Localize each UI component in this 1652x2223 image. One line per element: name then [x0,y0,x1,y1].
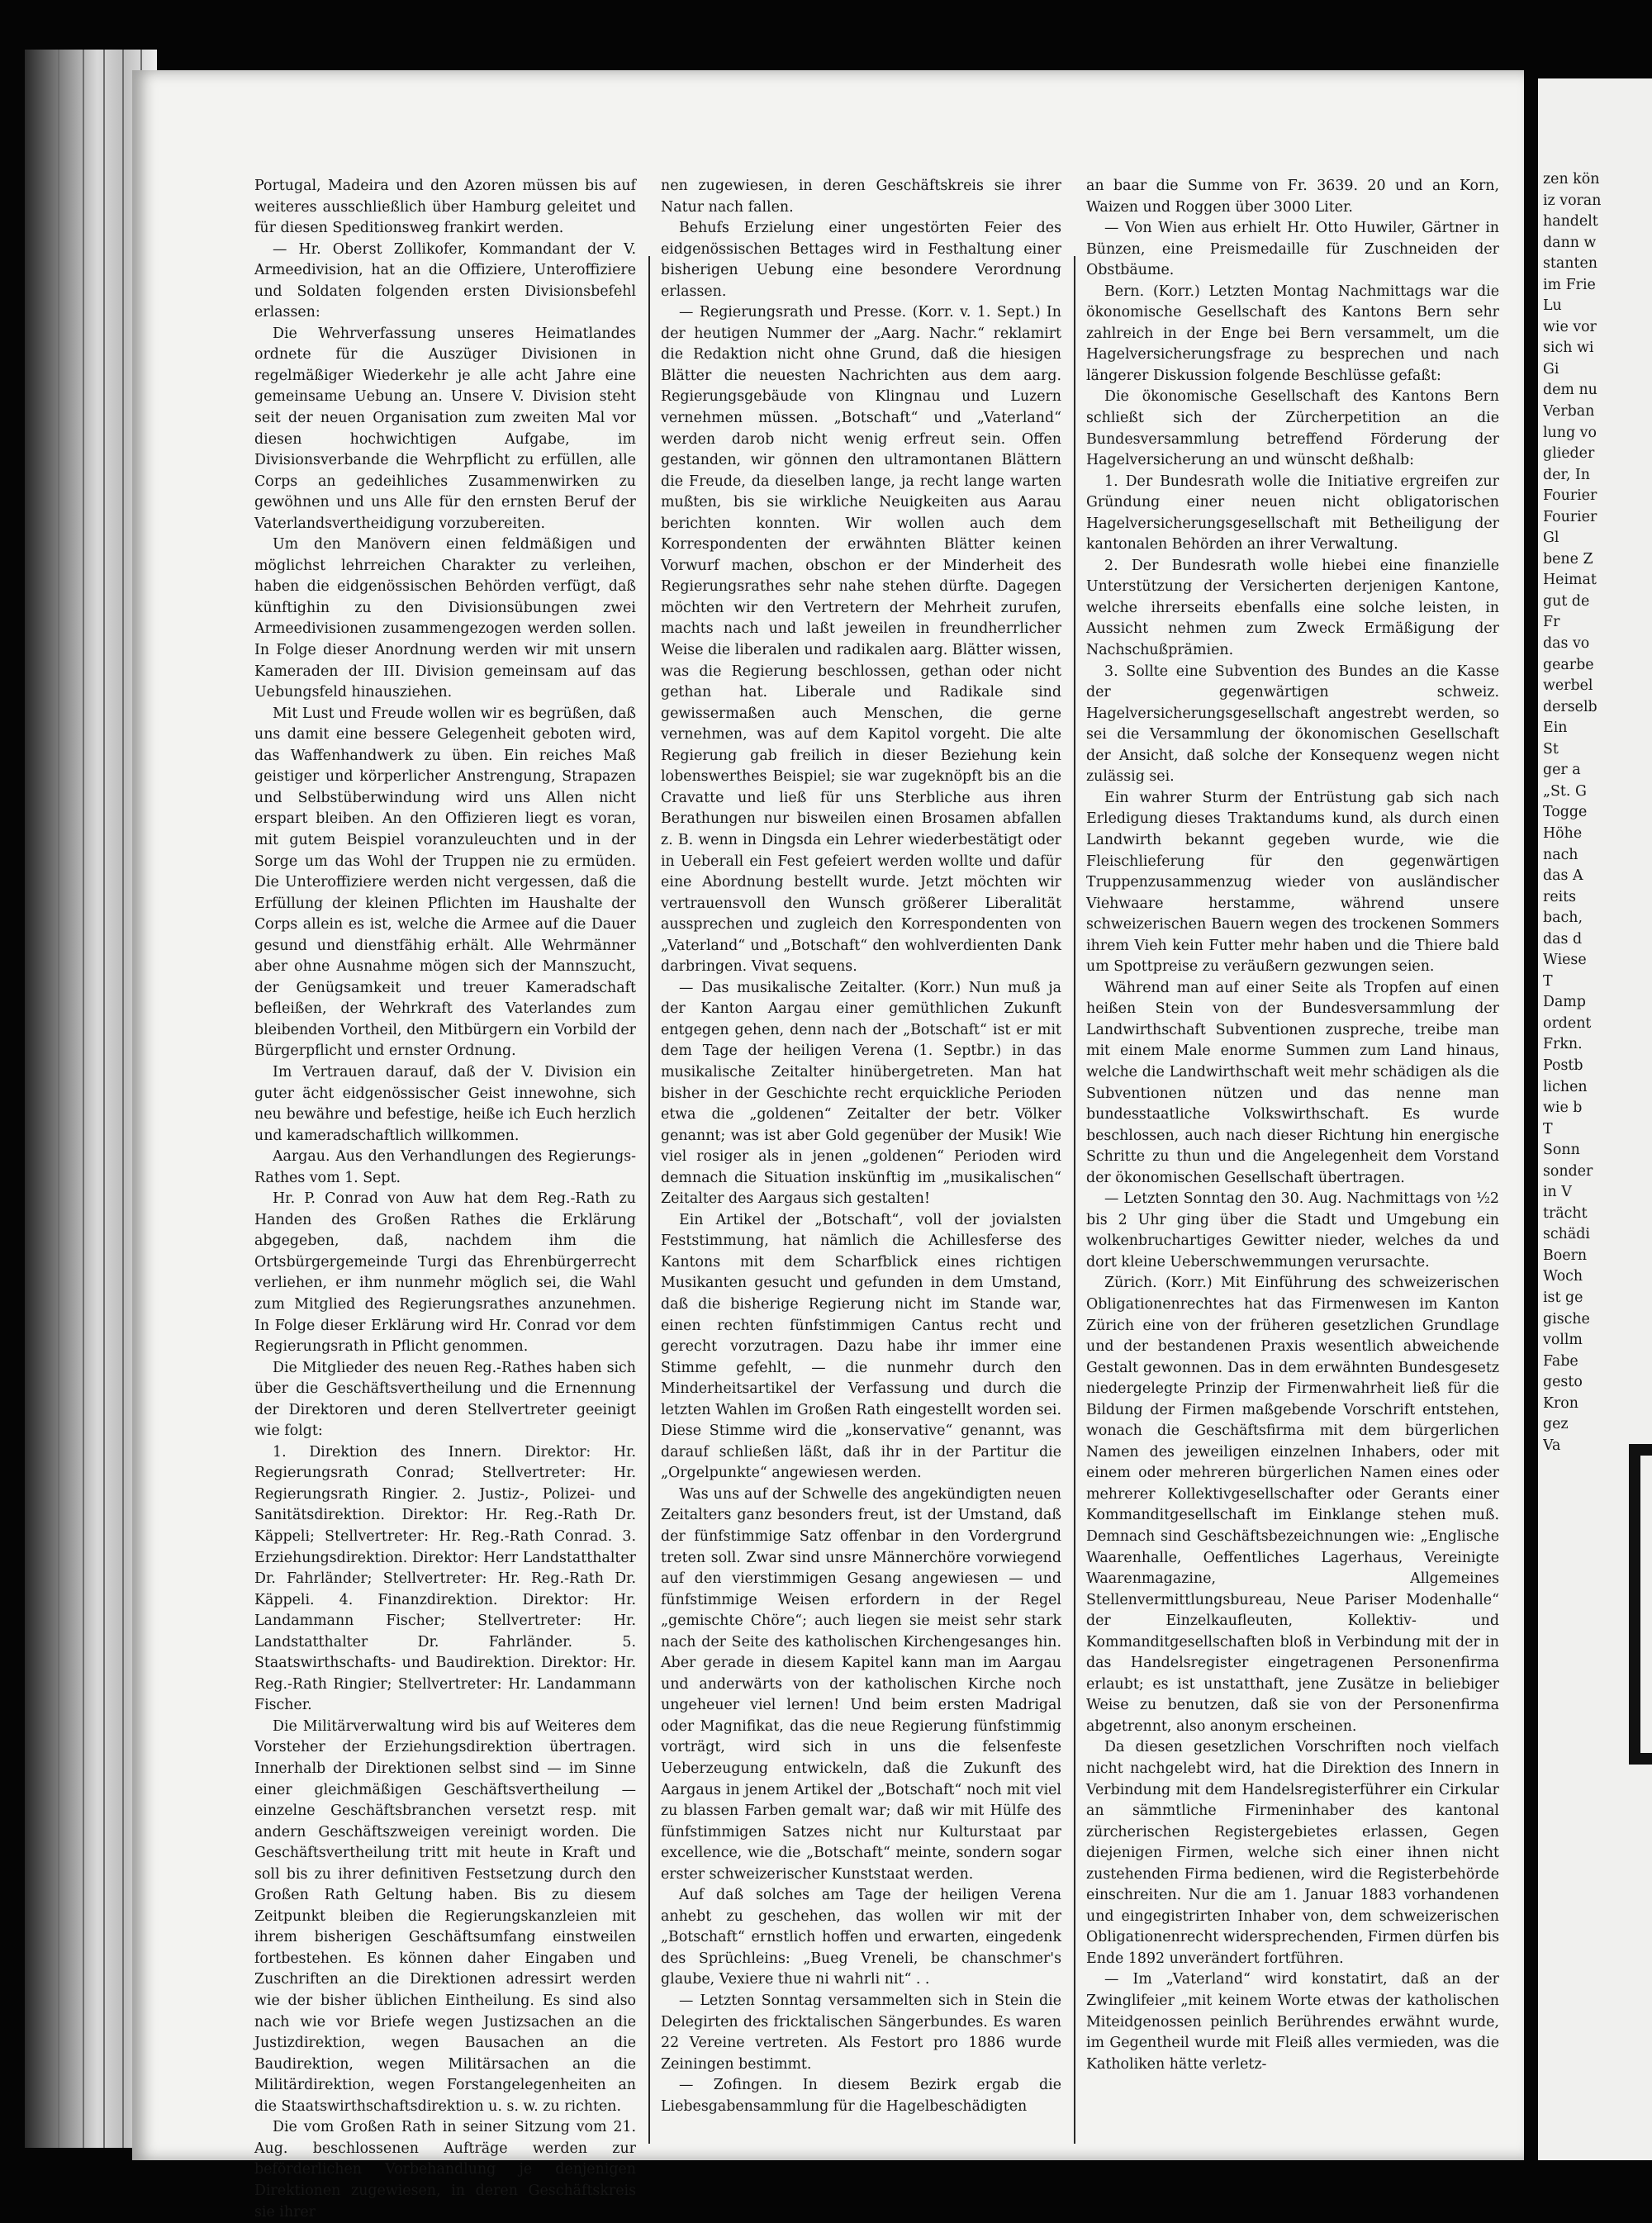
facing-page-line: ger a [1543,762,1581,779]
facing-page-line: Sonn [1543,1142,1580,1159]
facing-page-line: schädi [1543,1226,1590,1243]
facing-page-line: Woch [1543,1268,1583,1285]
facing-page-line: „St. G [1543,782,1587,800]
paragraph: 3. Sollte eine Subvention des Bundes an die Kasse der gegenwärtigen schweiz. Hagelversicherungsgesellschaft angestrebt werden, so sei die Versammlung der ökonomischen Gesellschaft der Ansicht, daß solche der Konsequenz wegen nicht zulässig sei. [1086,663,1499,786]
paragraph: Behufs Erzielung einer ungestörten Feier des eidgenössischen Bettages wird in Festhaltung einer bisherigen Uebung eine besondere Verordnung erlassen. [661,220,1061,300]
paragraph: Ein wahrer Sturm der Entrüstung gab sich nach Erledigung dieses Traktandums kund, als durch einen Landwirth bekannt gegeben wurde, wie die Fleischlieferung für den gegenwärtigen Truppenzusammenzug wieder von ausländischer Viehwaare herstamme, während unsere schweizerischen Bauern wegen des trockenen Sommers ihrem Vieh kein Futter mehr haben und die Thiere bald um Spottpreise zu veräußern gezwungen seien. [1086,789,1499,976]
facing-page-line: Kron [1543,1394,1578,1412]
facing-page-line: das vo [1543,635,1590,653]
facing-page-line: Lu [1543,297,1562,315]
paragraph: Um den Manövern einen feldmäßigen und möglichst lehrreichen Charakter zu verleihen, haben die eidgenössischen Behörden verfügt, daß künftighin zu den Divisionsübungen zwei Armeedivisionen zusammengezogen werden sollen. In Folge dieser Anordnung werden wir mit unsern Kameraden der III. Division gemeinsam auf das Uebungsfeld hinausziehen. [254,536,636,701]
facing-page-line: dem nu [1543,382,1597,399]
facing-page-line: in V [1543,1184,1572,1201]
facing-page-line: sich wi [1543,340,1594,357]
facing-page-line: iz voran [1543,192,1602,209]
paragraph: — Im „Vaterland“ wird konstatirt, daß an der Zwinglifeier „mit keinem Worte etwas der katholischen Miteidgenossen peinlich Berührendes erwähnt wurde, im Gegentheil wurde mit Fleiß alles vermieden, was die Katholiken hätte verletz- [1086,1971,1499,2073]
facing-page-strip [1538,78,1652,2160]
paragraph: Im Vertrauen darauf, daß der V. Division ein guter ächt eidgenössischer Geist innewohne, sich neu bewähre und befestige, heiße ich Euch herzlich und kameradschaftlich willkommen. [254,1063,636,1144]
facing-page-line: im Frie [1543,276,1596,293]
facing-page-line: T [1543,1120,1553,1138]
column-divider-2 [1074,256,1075,2144]
facing-page-line: Togge [1543,804,1588,821]
facing-page-line: gische [1543,1310,1590,1328]
column-3 [1086,176,1499,2075]
facing-page-line: Ein [1543,720,1568,737]
paragraph: Die vom Großen Rath in seiner Sitzung vom 21. Aug. beschlossenen Aufträge werden zur beförderlichen Vorbehandlung je denjenigen Direktionen zugewiesen, in deren Geschäftskreis sie ihrer [254,2119,636,2221]
facing-page-line: nach [1543,846,1578,863]
paragraph: Die Militärverwaltung wird bis auf Weiteres dem Vorsteher der Erziehungsdirektion übertragen. Innerhalb der Direktionen selbst sind — im Sinne einer gleichmäßigen Geschäftsvertheilung — einzelne Geschäftsbranchen versetzt resp. mit andern Geschäftszweigen vereinigt worden. Die Geschäftsvertheilung tritt mit heute in Kraft und soll bis zu ihrer definitiven Festsetzung durch den Großen Rath Geltung haben. Bis zu diesem Zeitpunkt bleiben die Regierungskanzleien mit ihrem bisherigen Geschäftsumfang einstweilen fortbestehen. Es können daher Eingaben und Zuschriften an die Direktionen adressirt werden wie der bisher üblichen Eintheilung. Es sind also nach wie vor Briefe wegen Justizsachen an die Justizdirektion, wegen Bausachen an die Baudirektion, wegen Militärsachen an die Militärdirektion, wegen Forstangelegenheiten an die Staatswirthschaftsdirektion u. s. w. zu richten. [254,1717,636,2115]
facing-page-line: bene Z [1543,550,1593,568]
facing-page-line: Wiese [1543,952,1587,969]
facing-page-line: ist ge [1543,1289,1583,1306]
facing-page-line: ordent [1543,1014,1592,1032]
paragraph: — Von Wien aus erhielt Hr. Otto Huwiler, Gärtner in Bünzen, eine Preismedaille für Zuschneiden der Obstbäume. [1086,220,1499,279]
facing-page-line: Fourier [1543,508,1597,525]
facing-page-line: trächt [1543,1204,1588,1222]
newspaper-page [132,70,1524,2221]
paragraph: Mit Lust und Freude wollen wir es begrüßen, daß uns damit eine bessere Gelegenheit geboten wird, das Waffenhandwerk zu üben. Ein reiches Maß geistiger und körperlicher Anstrengung, Strapazen und Selbstüberwindung wird uns Allen nicht erspart bleiben. An den Offizieren liegt es voran, mit gutem Beispiel voranzuleuchten und in der Sorge um das Wohl der Truppen nie zu ermüden. Die Unteroffiziere werden nicht vergessen, daß die Erfüllung der kleinen Pflichten im Haushalte der Corps allein es ist, welche die Armee auf die Dauer gesund und dienstfähig erhält. Alle Wehrmänner aber ohne Ausnahme mögen sich der Mannszucht, der Genügsamkeit und treuer Kameradschaft befleißen, der Wehrkraft des Vaterlandes zum bleibenden Vortheil, den Mitbürgern ein Vorbild der Bürgerpflicht und ernster Ordnung. [254,705,636,1060]
facing-page-line: Höhe [1543,824,1583,842]
facing-page-line: gez [1543,1416,1569,1433]
facing-page-line: Gi [1543,360,1559,378]
column-2 [661,176,1061,2117]
facing-page-line: glieder [1543,445,1595,463]
facing-page-line: Va [1543,1437,1561,1454]
facing-page-line: zen kön [1543,171,1600,188]
facing-page-line: Damp [1543,994,1586,1011]
column-1 [254,176,636,2223]
paragraph: Die ökonomische Gesellschaft des Kantons Bern schließt sich der Zürcherpetition an die Bundesversammlung betreffend Förderung der Hagelversicherung an und wünscht deßhalb: [1086,388,1499,469]
facing-page-line: stanten [1543,255,1597,273]
paragraph: — Letzten Sonntag versammelten sich in Stein die Delegirten des fricktalischen Sängerbundes. Es waren 22 Vereine vertreten. Als Festort pro 1886 wurde Zeiningen bestimmt. [661,1993,1061,2073]
facing-page-line: gearbe [1543,656,1594,673]
paragraph: Aargau. Aus den Verhandlungen des Regierungs-Rathes vom 1. Sept. [254,1148,636,1186]
paragraph: Portugal, Madeira und den Azoren müssen bis auf weiteres ausschließlich über Hamburg geleitet und für diesen Speditionsweg frankirt werden. [254,178,636,237]
facing-page-line: lung vo [1543,424,1597,441]
facing-page-line: St [1543,740,1559,758]
paragraph: — Regierungsrath und Presse. (Korr. v. 1. Sept.) In der heutigen Nummer der „Aarg. Nachr.“ reklamirt die Redaktion nicht ohne Grund, daß die hiesigen Blätter die neuesten Nachrichten aus dem aarg. Regierungsgebäude von Klingnau und Luzern vernehmen müssen. „Botschaft“ und „Vaterland“ werden darob nicht wenig erfreut sein. Offen gestanden, wir gönnen den ultramontanen Blättern die Freude, da dieselben lange, ja recht lange warten mußten, bis sie wirkliche Neuigkeiten aus Aarau berichten konnten. Wir wollen auch dem Korrespondenten der erwähnten Blätter keinen Vorwurf machen, obschon er der Minderheit des Regierungsrathes sehr nahe stehen dürfte. Dagegen möchten wir den Vertretern der Mehrheit zurufen, machts nach und laßt jeweilen in freundherrlicher Weise die liberalen und radikalen aarg. Blätter wissen, was die Regierung beschlossen, gethan oder nicht gethan hat. Liberale und Radikale sind gewissermaßen auch Menschen, die gerne vernehmen, was auf dem Kapitol vorgeht. Die alte Regierung gab freilich in dieser Beziehung kein lobenswerthes Beispiel; sie war zugeknöpft bis an die Cravatte und ließ für uns Sterbliche aus ihren Berathungen nur bisweilen einen Brosamen abfallen z. B. wenn in Dingsda ein Lehrer wiederbestätigt oder in Ueberall ein Fest gefeiert werden wollte und dafür eine Abordnung bestellt wurde. Jetzt möchten wir vertrauensvoll den Wunsch größerer Liberalität aussprechen und zugleich den Korrespondenten von „Vaterland“ und „Botschaft“ den wohlverdienten Dank darbringen. Vivat sequens. [661,304,1061,976]
paragraph: Die Wehrverfassung unseres Heimatlandes ordnete für die Auszüger Divisionen in regelmäßiger Wiederkehr je alle acht Jahre eine gemeinsame Uebung an. Unsere V. Division steht seit der neuen Organisation zum zweiten Mal vor diesen hochwichtigen Aufgabe, im Divisionsverbande die Wehrpflicht zu erfüllen, alle Corps an gedeihliches Zusammenwirken zu gewöhnen und uns Alle für den ernsten Beruf der Vaterlandsvertheidigung vorzubereiten. [254,325,636,532]
facing-page-line: T [1543,972,1553,990]
paragraph: Hr. P. Conrad von Auw hat dem Reg.-Rath zu Handen des Großen Rathes die Erklärung abgegeben, daß, nachdem ihm die Ortsbürgergemeinde Turgi das Ehrenbürgerrecht verliehen, er ihm nunmehr möglich sei, die Wahl zum Mitglied des Regierungsrathes anzunehmen. In Folge dieser Erklärung wird Hr. Conrad vor dem Regierungsrath in Pflicht genommen. [254,1190,636,1356]
facing-page-line: Verban [1543,403,1595,420]
paragraph: — Zofingen. In diesem Bezirk ergab die Liebesgabensammlung für die Hagelbeschädigten [661,2077,1061,2115]
paragraph: Was uns auf der Schwelle des angekündigten neuen Zeitalters ganz besonders freut, ist der Umstand, daß der fünfstimmige Satz offenbar in den Vordergrund treten soll. Zwar sind unsre Männerchöre vorwiegend auf den vierstimmigen Gesang angewiesen — und fünfstimmige Weisen erfordern in der Regel „gemischte Chöre“; auch liegen sie meist sehr stark nach der Seite des katholischen Kirchengesanges hin. Aber gerade in diesem Kapitel kann man im Aargau und anderwärts von der katholischen Kirche noch ungeheuer viel lernen! Und beim ersten Madrigal oder Magnifikat, das die neue Regierung fünfstimmig vorträgt, wird sich in uns die felsenfeste Ueberzeugung entwickeln, daß die Zukunft des Aargaus in jenem Artikel der „Botschaft“ noch mit viel zu blassen Farben gemalt war; daß wir mit Hülfe des fünfstimmigen Satzes nicht nur Kulturstaat par excellence, wie die „Botschaft“ meinte, sondern sogar erster schweizerischer Kunststaat werden. [661,1485,1061,1883]
paragraph: Auf daß solches am Tage der heiligen Verena anhebt zu geschehen, das wollen wir mit der „Botschaft“ ernstlich hoffen und erwarten, eingedenk des Sprüchleins: „Bueg Vreneli, be chanschmer's glaube, Vexiere thue ni wahrli nit“ . . [661,1887,1061,1988]
paragraph: an baar die Summe von Fr. 3639. 20 und an Korn, Waizen und Roggen über 3000 Liter. [1086,178,1499,216]
paragraph: Da diesen gesetzlichen Vorschriften noch vielfach nicht nachgelebt wird, hat die Direktion des Innern in Verbindung mit dem Handelsregisterführer ein Cirkular an sämmtliche Firmeninhaber des kantonal zürcherischen Registergebietes erlassen, Gegen diejenigen Firmen, welche sich einer ihnen nicht zustehenden Firma bedienen, wird die Registerbehörde einschreiten. Nur die am 1. Januar 1883 vorhandenen und eingegistrirten Inhaber von, dem schweizerischen Obligationenrecht widersprechenden, Firmen dürfen bis Ende 1892 unverändert fortführen. [1086,1739,1499,1967]
facing-page-line: vollm [1543,1332,1583,1349]
facing-page-line: Gl [1543,530,1559,547]
facing-page-line: Fourier [1543,487,1597,505]
facing-page-line: lichen [1543,1078,1588,1095]
paragraph: Während man auf einer Seite als Tropfen auf einen heißen Stein von der Bundesversammlung der Landwirthschaft Subventionen zuspreche, treibe man mit einem Male enorme Summen zum Land hinaus, welche die Landwirthschaft weit mehr schädigen als die Subventionen nützen und das nenne man bundesstaatliche Volkswirthschaft. Es wurde beschlossen, auch nach dieser Richtung hin energische Schritte zu thun und die Angelegenheit dem Vorstand der ökonomischen Gesellschaft übertragen. [1086,979,1499,1186]
facing-page-line: werbel [1543,677,1593,695]
facing-page-line: wie b [1543,1100,1583,1117]
facing-page-line: Boern [1543,1247,1588,1264]
paragraph: 2. Der Bundesrath wolle hiebei eine finanzielle Unterstützung der Versicherten derjenigen Kantone, welche ihrerseits ebenfalls eine solche leisten, in Aussicht nehmen zum Zweck Ermäßigung der Nachschußprämien. [1086,557,1499,659]
facing-page-line: Postb [1543,1057,1583,1074]
paragraph: — Hr. Oberst Zollikofer, Kommandant der V. Armeedivision, hat an die Offiziere, Unteroffiziere und Soldaten folgenden ersten Divisionsbefehl erlassen: [254,240,636,321]
facing-page-line: reits [1543,888,1577,905]
facing-page-line: Heimat [1543,572,1597,589]
facing-page-line: wie vor [1543,318,1597,335]
facing-page-text [1543,169,1652,1456]
paragraph: Die Mitglieder des neuen Reg.-Rathes haben sich über die Geschäftsvertheilung und die Ernennung der Direktoren und deren Stellvertreter geeinigt wie folgt: [254,1359,636,1440]
facing-page-line: bach, [1543,910,1583,927]
facing-page-line: gut de [1543,592,1590,610]
facing-page-line: der, In [1543,466,1590,483]
facing-page-line: das d [1543,930,1583,948]
facing-page-ad-border [1629,1444,1652,1765]
facing-page-line: das A [1543,867,1583,885]
facing-page-line: sonder [1543,1162,1593,1180]
facing-page-line: derselb [1543,698,1597,715]
paragraph: Bern. (Korr.) Letzten Montag Nachmittags war die ökonomische Gesellschaft des Kantons Bern sehr zahlreich in der Enge bei Bern versammelt, um die Hagelversicherungsfrage zu besprechen und nach längerer Diskussion folgende Beschlüsse gefaßt: [1086,283,1499,384]
facing-page-line: Frkn. [1543,1036,1583,1053]
paragraph: 1. Direktion des Innern. Direktor: Hr. Regierungsrath Conrad; Stellvertreter: Hr. Regierungsrath Ringier. 2. Justiz-, Polizei- und Sanitätsdirektion. Direktor: Hr. Reg.-Rath Dr. Käppeli; Stellvertreter: Hr. Reg.-Rath Conrad. 3. Erziehungsdirektion. Direktor: Herr Landstatthalter Dr. Fahrländer; Stellvertreter: Hr. Reg.-Rath Dr. Käppeli. 4. Finanzdirektion. Direktor: Hr. Landammann Fischer; Stellvertreter: Hr. Landstatthalter Dr. Fahrländer. 5. Staatswirthschafts- und Baudirektion. Direktor: Hr. Reg.-Rath Ringier; Stellvertreter: Hr. Landammann Fischer. [254,1443,636,1714]
paragraph: Ein Artikel der „Botschaft“, voll der jovialsten Feststimmung, hat nämlich die Achillesferse des Kantons mit dem Scharfblick eines richtigen Musikanten gesucht und gefunden in dem Umstand, daß die bisherige Regierung nicht im Stande war, einen rechten fünfstimmigen Cantus recht und gerecht vorzutragen. Dazu habe ihr immer eine Stimme gefehlt, — die nunmehr durch den Minderheitsartikel der Verfassung und durch die letzten Wahlen im Großen Rath eingestellt worden sei. Diese Stimme wird die „konservative“ genannt, was darauf schließen läßt, daß ihr in der Partitur die „Orgelpunkte“ angewiesen werden. [661,1211,1061,1482]
facing-page-line: dann w [1543,234,1597,251]
facing-page-line: Fr [1543,614,1560,631]
column-divider-1 [648,256,650,2144]
facing-page-line: Fabe [1543,1352,1578,1370]
paragraph: — Das musikalische Zeitalter. (Korr.) Nun muß ja der Kanton Aargau einer gemüthlichen Zukunft entgegen gehen, denn nach der „Botschaft“ ist er mit dem Tage der heiligen Verena (1. Septbr.) in das musikalische Zeitalter hinübergetreten. Man hat bisher in der Geschichte recht erquickliche Perioden etwa die „goldenen“ Zeitalter der betr. Völker genannt; was ist aber Gold gegenüber der Musik! Wie viel rosiger als in jenen „goldenen“ Perioden wird demnach die Situation inskünftig im „musikalischen“ Zeitalter des Aargaus sich gestalten! [661,979,1061,1208]
paragraph: nen zugewiesen, in deren Geschäftskreis sie ihrer Natur nach fallen. [661,178,1061,216]
facing-page-line: gesto [1543,1374,1583,1391]
paragraph: — Letzten Sonntag den 30. Aug. Nachmittags von ½2 bis 2 Uhr ging über die Stadt und Umgebung ein wolkenbruchartiges Gewitter nieder, welches da und dort kleine Ueberschwemmungen verursachte. [1086,1190,1499,1271]
paragraph: Zürich. (Korr.) Mit Einführung des schweizerischen Obligationenrechtes hat das Firmenwesen im Kanton Zürich eine von der früheren gesetzlichen Grundlage und der bestandenen Praxis wesentlich abweichende Gestalt gewonnen. Das in dem erwähnten Bundesgesetz niedergelegte Prinzip der Firmenwahrheit ließ für die Bildung der Firmen maßgebende Vorschrift entstehen, wonach die Geschäftsfirma mit dem bürgerlichen Namen des jeweiligen einzelnen Inhabers, oder mit einem oder mehreren bürgerlichen Namen eines oder mehrerer Kollektivgesellschafter oder Gerants einer Kommanditgesellschaft im Einklange stehen muß. Demnach sind Geschäftsbezeichnungen wie: „Englische Waarenhalle, Oeffentliches Lagerhaus, Vereinigte Waarenmagazine, Allgemeines Stellenvermittlungsbureau, Neue Pariser Modenhalle“ der Einzelkaufleuten, Kollektiv- und Kommanditgesellschaften bloß in Verbindung mit der in das Handelsregister eingetragenen Personenfirma erlaubt; es ist unstatthaft, jene Zusätze in beliebiger Weise zu benutzen, daß sie von der Personenfirma abgetrennt, also anonym erscheinen. [1086,1275,1499,1735]
facing-page-line: handelt [1543,213,1598,230]
paragraph: 1. Der Bundesrath wolle die Initiative ergreifen zur Gründung einer neuen nicht obligatorischen Hagelversicherungsgesellschaft mit Betheiligung der kantonalen Behörden an ihrer Verwaltung. [1086,473,1499,553]
